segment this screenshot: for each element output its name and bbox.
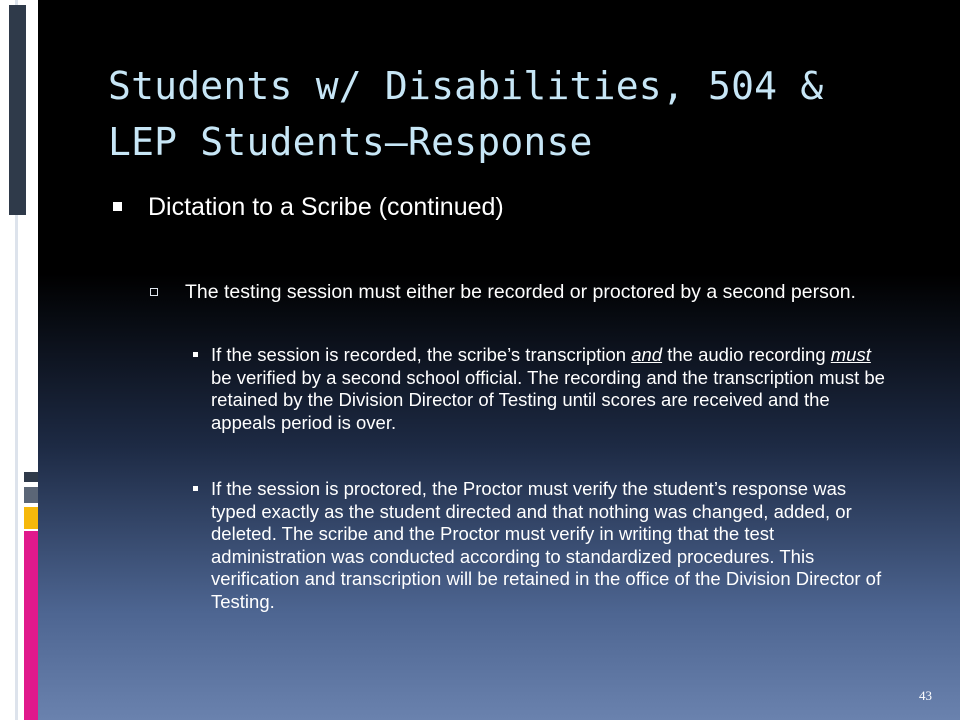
bullet-text: The testing session must either be recorded or proctored by a second person. <box>185 281 856 303</box>
title-line-1: Students w/ Disabilities, 504 & <box>108 64 824 108</box>
text-segment: If the session is recorded, the scribe’s transcription <box>211 344 632 365</box>
hollow-square-bullet-icon <box>150 288 158 296</box>
emphasis-must: must <box>830 344 871 365</box>
bullet-text: Dictation to a Scribe (continued) <box>148 193 504 221</box>
bullet-text <box>211 344 891 434</box>
left-accent-strips <box>0 0 38 720</box>
bullet-text: If the session is proctored, the Proctor must verify the student’s response was typed exactly as the student directed and that nothing was changed, added, or deleted. The scribe and the Proctor must verify in writing that the test administration was conducted according to standardized procedures. This verification and transcription will be retained in the office of the Division Director of Testing. <box>211 478 882 612</box>
slide-content <box>38 0 960 720</box>
title-line-2: LEP Students—Response <box>108 120 593 164</box>
decorative-bars-graphic <box>0 0 38 720</box>
slide-page-number: 43 <box>919 688 932 703</box>
text-segment: the audio recording <box>662 344 831 365</box>
slide-panel <box>38 0 960 720</box>
small-square-bullet-icon <box>193 486 198 491</box>
emphasis-and: and <box>631 344 663 365</box>
square-bullet-icon <box>113 202 122 211</box>
small-square-bullet-icon <box>193 352 198 357</box>
text-segment: be verified by a second school official. The recording and the transcription must be retained by the Division Director of Testing until scores are received and the appeals period is over. <box>211 366 885 433</box>
